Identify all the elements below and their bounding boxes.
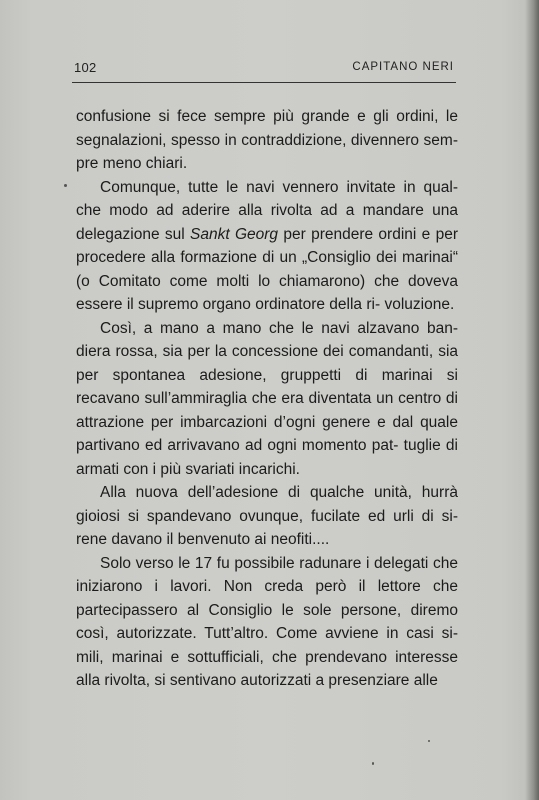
page-header (74, 60, 454, 82)
ship-name: Sankt Georg (190, 225, 279, 243)
paragraph-5: Solo verso le 17 fu possibile radunare i delegati che iniziarono i lavori. Non creda però il lettore che partecipassero al Consiglio le sole persone, diremo così, autorizzate. Tutt’altro. Come avviene in casi si- mili, marinai e sottufficiali, che prendevano interesse alla rivolta, si sentivano autorizzati a presenziare alle (76, 554, 458, 689)
paragraph-1: confusione si fece sempre più grande e gli ordini, le segnalazioni, spesso in contraddizione, divennero sem- pre meno chiari. (76, 108, 458, 172)
paragraph-2: Comunque, tutte le navi vennero invitate in qual- che modo ad aderire alla rivolta ad a mandare una delegazione sul Sankt Georg per prendere ordini e per procedere alla formazione di un „Consiglio dei marinai“ (o Comitato come molti lo chiamarono) che doveva essere il supremo organo ordinatore della ri- voluzione. (76, 178, 458, 313)
paragraph-3: Così, a mano a mano che le navi alzavano ban- diera rossa, sia per la concessione dei comandanti, sia per spontanea adesione, gruppetti di marinai si recavano sull’ammiraglia che era diventata un centro di attrazione per imbarcazioni d’ogni genere e dal quale partivano ed arrivavano ad ogni momento pat- tuglie di armati con i più svariati incarichi. (76, 319, 459, 478)
header-rule (72, 82, 456, 83)
paragraph-4: Alla nuova dell’adesione di qualche unità, hurrà gioiosi si spandevano ovunque, fucilate ed urli di si- rene davano il benvenuto ai neofiti.... (76, 484, 458, 548)
paper-speck (372, 762, 374, 765)
running-head: CAPITANO NERI (352, 61, 454, 73)
paper-speck (428, 740, 430, 742)
page-edge-shadow (525, 0, 539, 800)
body-text (76, 105, 458, 693)
paper-speck (64, 184, 67, 187)
page-number: 102 (74, 60, 97, 75)
